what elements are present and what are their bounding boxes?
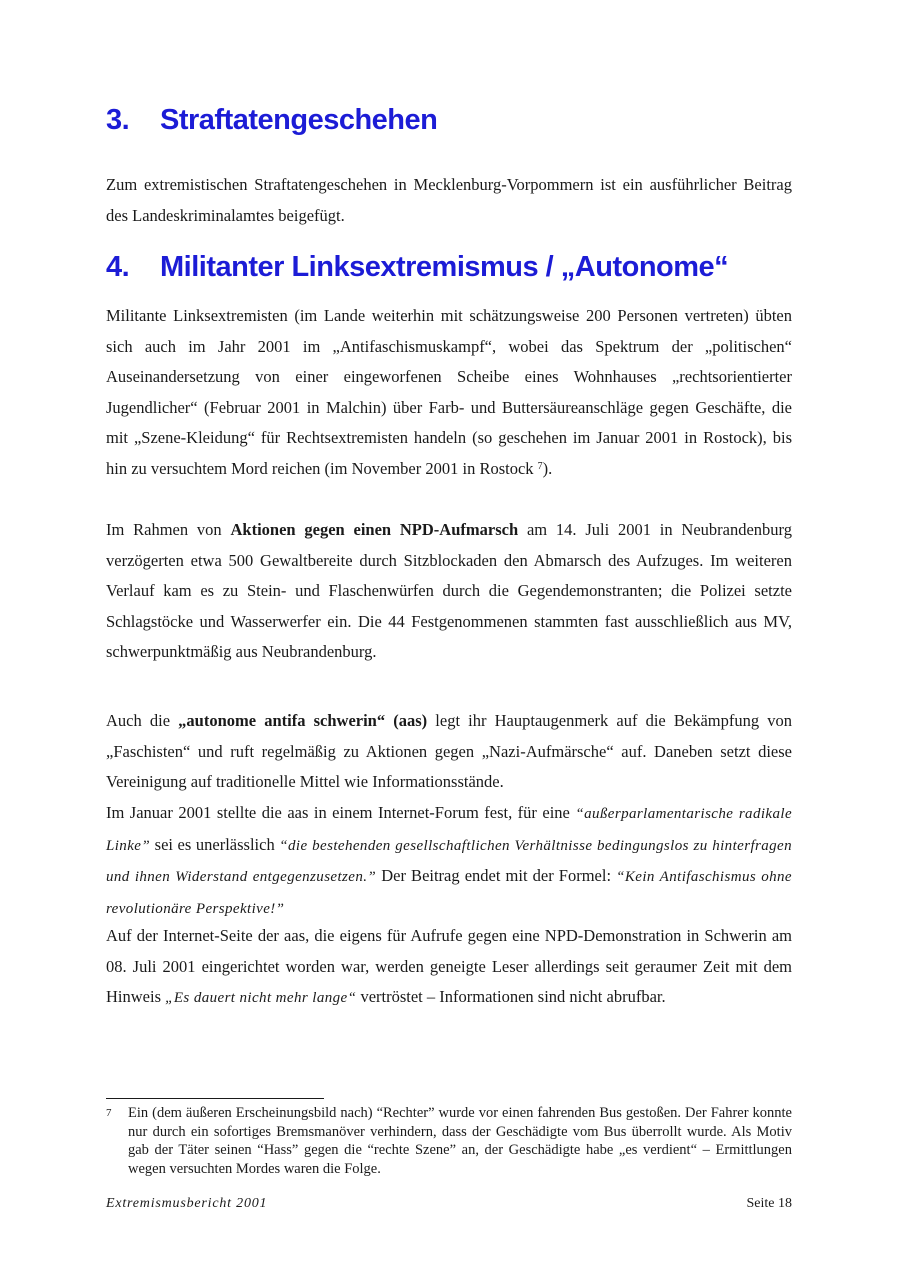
paragraph-text: Militante Linksextremisten (im Lande weiterhin mit schätzungsweise 200 Personen vertreten) übten sich auch im Jahr 2001 im „Antifaschismuskampf“, wobei das Spektrum der „politischen“ Auseinandersetzung von einer eingeworfenen Scheibe eines Wohnhauses „rechtsorientierter Jugendlicher“ (Februar 2001 in Malchin) über Farb- und Buttersäureanschläge gegen Geschäfte, die mit „Szene-Kleidung“ für Rechtsextremisten handeln (so geschehen im Januar 2001 in Rostock), bis hin zu versuchtem Mord reichen (im November 2001 in Rostock [106,306,792,478]
paragraph-internet-seite [106,921,792,1014]
paragraph-text: am 14. Juli 2001 in Neubrandenburg verzögerten etwa 500 Gewaltbereite durch Sitzblockaden den Abmarsch des Aufzuges. Im weiteren Verlauf kam es zu Stein- und Flaschenwürfen durch die Gegendemonstranten; die Polizei setzte Schlagstöcke und Wasserwerfer ein. Die 44 Festgenommenen stammten fast ausschließlich aus MV, schwerpunktmäßig aus Neubrandenburg. [106,520,792,661]
section-4-heading [106,251,728,284]
paragraph-internet-forum [106,798,792,924]
bold-phrase: Aktionen gegen einen NPD-Aufmarsch [230,520,519,539]
paragraph-militante-linksextremisten [106,301,792,484]
paragraph-text-end: ). [542,458,553,478]
footnote-text: Ein (dem äußeren Erscheinungsbild nach) “Rechter” wurde vor einen fahrenden Bus gestoßen. Der Fahrer konnte nur durch ein sofortiges Bremsmanöver verhindern, dass der Geschädigte vom Bus überrollt wurde. Als Motiv gab der Täter seinen “Hass” gegen die “rechte Szene” an, der Geschädigte habe „es verdient“ – Ermittlungen wegen versuchten Mordes waren die Folge. [128,1105,792,1177]
section-3-number: 3. [106,104,130,136]
paragraph-text: Im Rahmen von [106,520,222,539]
italic-quote: “Kein Antifaschismus ohne revolutionäre Perspektive!” [106,869,792,917]
footer-report-title: Extremismusbericht 2001 [106,1196,268,1211]
section-4-number: 4. [106,251,130,283]
paragraph-text: Im Januar 2001 stellte die aas in einem Internet-Forum fest, für eine [106,803,570,822]
paragraph-text: Auch die [106,711,171,730]
footnote [106,1104,792,1178]
footer-page-number: Seite 18 [746,1196,792,1211]
paragraph-text: legt ihr Hauptaugenmerk auf die Bekämpfung von „Faschisten“ und ruft regelmäßig zu Aktionen gegen „Nazi-Aufmärsche“ auf. Daneben setzt diese Vereinigung auf traditionelle Mittel wie Informationsstände. [106,711,793,791]
paragraph-text: sei es unerlässlich [154,834,275,854]
footnote-number: 7 [106,1107,112,1119]
footnote-ref[interactable]: 7 [537,460,543,472]
paragraph-text: vertröstet – Informationen sind nicht abrufbar. [360,987,666,1006]
paragraph-text: Der Beitrag endet mit der Formel: [381,866,612,885]
paragraph-text: Auf der Internet-Seite der aas, die eigens für Aufrufe gegen eine NPD-Demonstration in Schwerin am 08. Juli 2001 eingerichtet worden war, werden geneigte Leser allerdings seit geraumer Zeit mit dem Hinweis [106,926,792,1006]
paragraph-aas [106,706,792,798]
section-4-title: Militanter Linksextremismus / „Autonome“ [160,251,729,283]
paragraph-npd-aufmarsch [106,515,792,668]
italic-quote: “die bestehenden gesellschaftlichen Verhältnisse bedingungslos zu hinterfragen und ihnen Widerstand entgegenzusetzen.” [106,837,793,885]
bold-phrase: „autonome antifa schwerin“ (aas) [178,711,428,730]
section-3-intro: Zum extremistischen Straftatengeschehen in Mecklenburg-Vorpommern ist ein ausführlicher Beitrag des Landeskriminalamtes beigefügt. [106,175,792,225]
footnote-divider [106,1098,324,1099]
section-3-heading [106,104,437,137]
italic-quote: „Es dauert nicht mehr lange“ [165,990,357,1006]
section-3-title: Straftatengeschehen [160,104,438,136]
italic-quote: “außerparlamentarische radikale Linke” [106,806,793,854]
